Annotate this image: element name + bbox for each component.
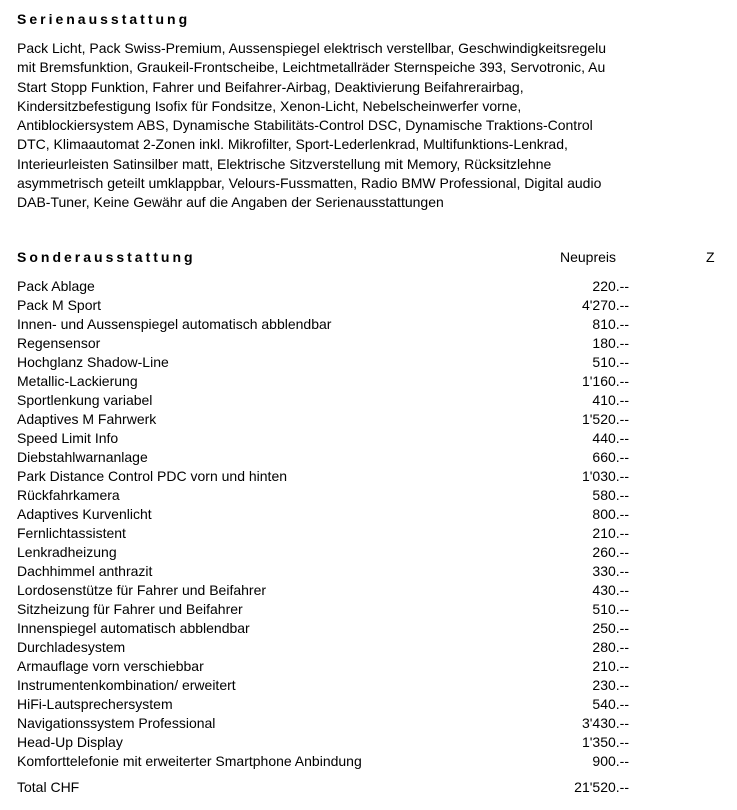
- option-price: 210.--: [592, 525, 629, 541]
- option-price: 440.--: [592, 430, 629, 446]
- option-name: Instrumentenkombination/ erweitert: [17, 677, 236, 693]
- sonderausstattung-list: [17, 277, 717, 771]
- option-row: [17, 334, 717, 353]
- option-name: Park Distance Control PDC vorn und hinten: [17, 468, 288, 484]
- option-name: Innenspiegel automatisch abblendbar: [17, 620, 250, 636]
- serien-line: Kindersitzbefestigung Isofix für Fondsitze, Xenon-Licht, Nebelscheinwerfer vorne,: [17, 97, 522, 114]
- option-row: [17, 619, 717, 638]
- option-row: [17, 505, 717, 524]
- option-row: [17, 372, 717, 391]
- option-price: 580.--: [592, 487, 629, 503]
- option-name: Adaptives Kurvenlicht: [17, 506, 152, 522]
- option-row: [17, 676, 717, 695]
- option-row: [17, 448, 717, 467]
- serienausstattung-title: Serienausstattung: [17, 11, 191, 27]
- serien-line: Interieurleisten Satinsilber matt, Elektrische Sitzverstellung mit Memory, Rücksitzlehne: [17, 155, 552, 172]
- option-price: 410.--: [592, 392, 629, 408]
- option-row: [17, 410, 717, 429]
- serien-line: mit Bremsfunktion, Graukeil-Frontscheibe, Leichtmetallräder Sternspeiche 393, Servotronic, Au: [17, 59, 606, 76]
- option-price: 430.--: [592, 582, 629, 598]
- serienausstattung-text: [17, 39, 737, 213]
- option-price: 660.--: [592, 449, 629, 465]
- option-price: 510.--: [592, 354, 629, 370]
- option-name: Pack Ablage: [17, 278, 95, 294]
- option-row: [17, 695, 717, 714]
- option-price: 4'270.--: [581, 297, 629, 313]
- option-name: Lenkradheizung: [17, 544, 117, 560]
- option-name: HiFi-Lautsprechersystem: [17, 696, 173, 712]
- option-row: [17, 638, 717, 657]
- option-row: [17, 714, 717, 733]
- option-row: [17, 486, 717, 505]
- option-name: Navigationssystem Professional: [17, 715, 216, 731]
- option-price: 1'350.--: [581, 734, 629, 750]
- total-label: Total CHF: [17, 779, 80, 795]
- option-price: 220.--: [592, 278, 629, 294]
- option-price: 280.--: [592, 639, 629, 655]
- sonderausstattung-title: Sonderausstattung: [17, 249, 196, 265]
- option-price: 1'160.--: [581, 373, 629, 389]
- option-name: Metallic-Lackierung: [17, 373, 138, 389]
- option-name: Pack M Sport: [17, 297, 102, 313]
- option-name: Adaptives M Fahrwerk: [17, 411, 157, 427]
- option-name: Head-Up Display: [17, 734, 123, 750]
- option-row: [17, 315, 717, 334]
- option-name: Innen- und Aussenspiegel automatisch abblendbar: [17, 316, 332, 332]
- option-row: [17, 467, 717, 486]
- serien-line: DAB-Tuner, Keine Gewähr auf die Angaben der Serienausstattungen: [17, 194, 444, 211]
- option-price: 210.--: [592, 658, 629, 674]
- option-row: [17, 391, 717, 410]
- option-name: Sportlenkung variabel: [17, 392, 153, 408]
- option-row: [17, 524, 717, 543]
- column-header-truncated: Z: [706, 249, 715, 265]
- option-row: [17, 600, 717, 619]
- option-price: 900.--: [592, 753, 629, 769]
- option-price: 540.--: [592, 696, 629, 712]
- option-name: Lordosenstütze für Fahrer und Beifahrer: [17, 582, 267, 598]
- option-name: Rückfahrkamera: [17, 487, 120, 503]
- total-value: 21'520.--: [574, 779, 629, 795]
- option-name: Regensensor: [17, 335, 101, 351]
- option-price: 1'030.--: [581, 468, 629, 484]
- column-header-neupreis: Neupreis: [560, 249, 617, 265]
- option-name: Komforttelefonie mit erweiterter Smartphone Anbindung: [17, 753, 362, 769]
- option-name: Speed Limit Info: [17, 430, 119, 446]
- option-row: [17, 657, 717, 676]
- serien-line: Pack Licht, Pack Swiss-Premium, Aussenspiegel elektrisch verstellbar, Geschwindigkeitsregelu: [17, 40, 607, 56]
- option-row: [17, 581, 717, 600]
- option-name: Durchladesystem: [17, 639, 126, 655]
- option-price: 510.--: [592, 601, 629, 617]
- option-row: [17, 733, 717, 752]
- option-name: Fernlichtassistent: [17, 525, 126, 541]
- option-row: [17, 543, 717, 562]
- option-price: 250.--: [592, 620, 629, 636]
- option-name: Dachhimmel anthrazit: [17, 563, 153, 579]
- option-price: 180.--: [592, 335, 629, 351]
- option-name: Hochglanz Shadow-Line: [17, 354, 169, 370]
- option-price: 260.--: [592, 544, 629, 560]
- option-price: 810.--: [592, 316, 629, 332]
- option-name: Armauflage vorn verschiebbar: [17, 658, 204, 674]
- option-row: [17, 752, 717, 771]
- serien-line: Antiblockiersystem ABS, Dynamische Stabilitäts-Control DSC, Dynamische Traktions-Control: [17, 117, 593, 134]
- option-name: Sitzheizung für Fahrer und Beifahrer: [17, 601, 243, 617]
- serien-line: DTC, Klimaautomat 2-Zonen inkl. Mikrofilter, Sport-Lederlenkrad, Multifunktions-Lenkrad,: [17, 136, 568, 153]
- serien-line: asymmetrisch geteilt umklappbar, Velours-Fussmatten, Radio BMW Professional, Digital audio: [17, 175, 602, 192]
- option-row: [17, 296, 717, 315]
- option-price: 1'520.--: [581, 411, 629, 427]
- option-name: Diebstahlwarnanlage: [17, 449, 148, 465]
- serien-line: Start Stopp Funktion, Fahrer und Beifahrer-Airbag, Deaktivierung Beifahrerairbag,: [17, 78, 524, 95]
- option-price: 330.--: [592, 563, 629, 579]
- total-row: [17, 778, 717, 797]
- option-row: [17, 353, 717, 372]
- option-price: 3'430.--: [581, 715, 629, 731]
- option-row: [17, 277, 717, 296]
- option-price: 800.--: [592, 506, 629, 522]
- option-price: 230.--: [592, 677, 629, 693]
- option-row: [17, 562, 717, 581]
- option-row: [17, 429, 717, 448]
